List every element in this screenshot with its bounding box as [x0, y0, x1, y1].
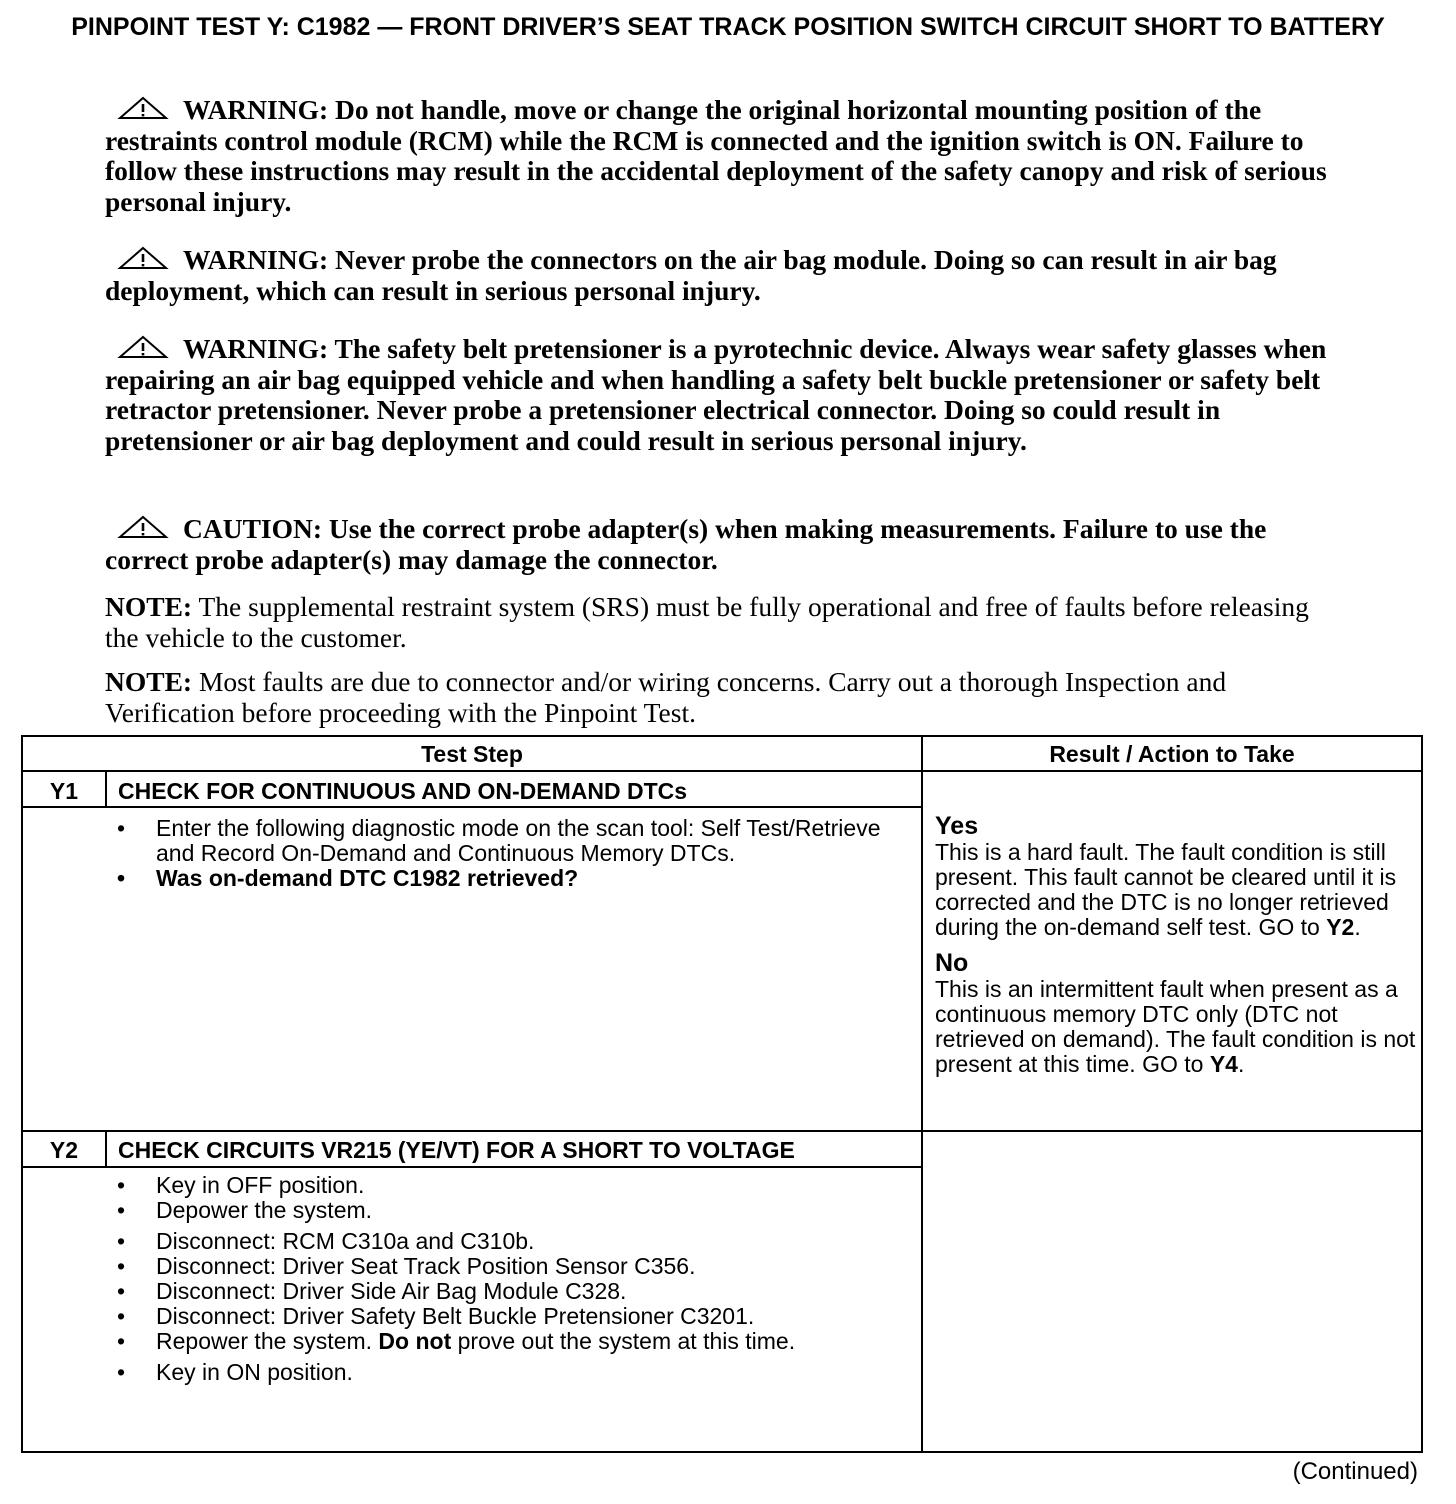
caution-label: CAUTION:: [183, 513, 323, 544]
step-title-y1: CHECK FOR CONTINUOUS AND ON-DEMAND DTCs: [118, 778, 688, 804]
goto-step-link[interactable]: Y2: [1326, 914, 1355, 940]
warning-block-1: [105, 95, 1335, 217]
caution-text: Use the correct probe adapter(s) when making measurements. Failure to use the correct probe adapter(s) may damage the connector.: [105, 513, 1267, 575]
warning-triangle-icon: [117, 335, 169, 359]
repower-text: Repower the system.: [156, 1328, 373, 1354]
pinpoint-test-table: [21, 735, 1423, 1453]
instruction-item: • Disconnect: RCM C310a and C310b.: [113, 1229, 913, 1254]
instruction-item: • Enter the following diagnostic mode on the scan tool: Self Test/Retrieve and Record On-Demand and Continuous Memory DTCs.: [113, 816, 913, 866]
step-title-divider: [23, 806, 921, 808]
instruction-item: • Key in OFF position.: [113, 1173, 913, 1198]
note-text: The supplemental restraint system (SRS) must be fully operational and free of faults before releasing the vehicle to the customer.: [105, 591, 1309, 653]
instruction-item: • Disconnect: Driver Safety Belt Buckle Pretensioner C3201.: [113, 1304, 913, 1329]
warning-block-3: [105, 334, 1335, 456]
note-label: NOTE:: [105, 591, 193, 622]
result-no-label: No: [935, 949, 969, 977]
result-no-period: .: [1237, 1051, 1245, 1077]
warning-text: Do not handle, move or change the original horizontal mounting position of the restraints control module (RCM) while the RCM is connected and the ignition switch is ON. Failure to follow these instructions may result in the accidental deployment of the safety canopy and risk of serious personal injury.: [105, 94, 1327, 217]
continued-label: (Continued): [1292, 1458, 1418, 1485]
result-yes-text: This is a hard fault. The fault condition is still present. This fault cannot be cleared until it is corrected and the DTC is no longer retrieved during the on-demand self test. GO to: [935, 839, 1397, 940]
instruction-item: • Key in ON position.: [113, 1360, 913, 1385]
column-header-result: Result / Action to Take: [1049, 741, 1295, 767]
warning-text: The safety belt pretensioner is a pyrotechnic device. Always wear safety glasses when repairing an air bag equipped vehicle and when handling a safety belt buckle pretensioner or safety belt retractor pretensioner. Never probe a pretensioner electrical connector. Doing so could result in pretensioner or air bag deployment and could result in serious personal injury.: [105, 333, 1327, 456]
result-no-text: This is an intermittent fault when present as a continuous memory DTC only (DTC not retrieved on demand). The fault condition is not present at this time. GO to: [935, 976, 1416, 1077]
header-divider: [23, 770, 1421, 772]
caution-block: [105, 514, 1335, 575]
instruction-question: • Was on-demand DTC C1982 retrieved?: [113, 866, 913, 891]
instruction-item: • Disconnect: Driver Side Air Bag Module C328.: [113, 1279, 913, 1304]
result-yes-period: .: [1354, 914, 1361, 940]
instruction-item: • Disconnect: Driver Seat Track Position Sensor C356.: [113, 1254, 913, 1279]
step-divider: [23, 1130, 1421, 1132]
instruction-item-repower: [113, 1329, 913, 1354]
column-divider: [921, 737, 923, 1451]
note-block-2: [105, 667, 1335, 728]
step-y1-results: [935, 813, 1420, 1087]
step-title-y2: CHECK CIRCUITS VR215 (YE/VT) FOR A SHORT TO VOLTAGE: [118, 1137, 795, 1163]
result-no: [935, 950, 1420, 1077]
instruction-item: • Depower the system.: [113, 1198, 913, 1223]
warning-label: WARNING:: [183, 244, 329, 275]
warning-label: WARNING:: [183, 94, 329, 125]
warning-label: WARNING:: [183, 333, 329, 364]
step-title-divider: [23, 1166, 921, 1168]
note-text: Most faults are due to connector and/or wiring concerns. Carry out a thorough Inspection and Verification before proceeding with the Pinpoint Test.: [105, 666, 1227, 728]
step-id-divider: [105, 771, 107, 806]
step-id-y1: Y1: [49, 778, 79, 804]
note-label: NOTE:: [105, 666, 193, 697]
result-yes-label: Yes: [935, 812, 979, 840]
warning-block-2: [105, 245, 1335, 306]
step-id-divider: [105, 1131, 107, 1166]
warning-triangle-icon: [117, 96, 169, 120]
warning-text: Never probe the connectors on the air bag module. Doing so can result in air bag deployment, which can result in serious personal injury.: [105, 244, 1277, 306]
step-id-y2: Y2: [49, 1137, 79, 1163]
result-yes: [935, 813, 1420, 940]
note-block-1: [105, 592, 1335, 653]
page-title: PINPOINT TEST Y: C1982 — FRONT DRIVER’S SEAT TRACK POSITION SWITCH CIRCUIT SHORT TO BATTERY: [71, 13, 1385, 41]
column-header-test-step: Test Step: [421, 741, 523, 767]
step-y2-instructions: [113, 1173, 913, 1385]
goto-step-link[interactable]: Y4: [1209, 1051, 1238, 1077]
warning-triangle-icon: [117, 515, 169, 539]
warning-triangle-icon: [117, 246, 169, 270]
step-y1-instructions: [113, 816, 913, 891]
repower-text-end: prove out the system at this time.: [457, 1328, 796, 1354]
repower-emphasis: Do not: [378, 1328, 452, 1354]
